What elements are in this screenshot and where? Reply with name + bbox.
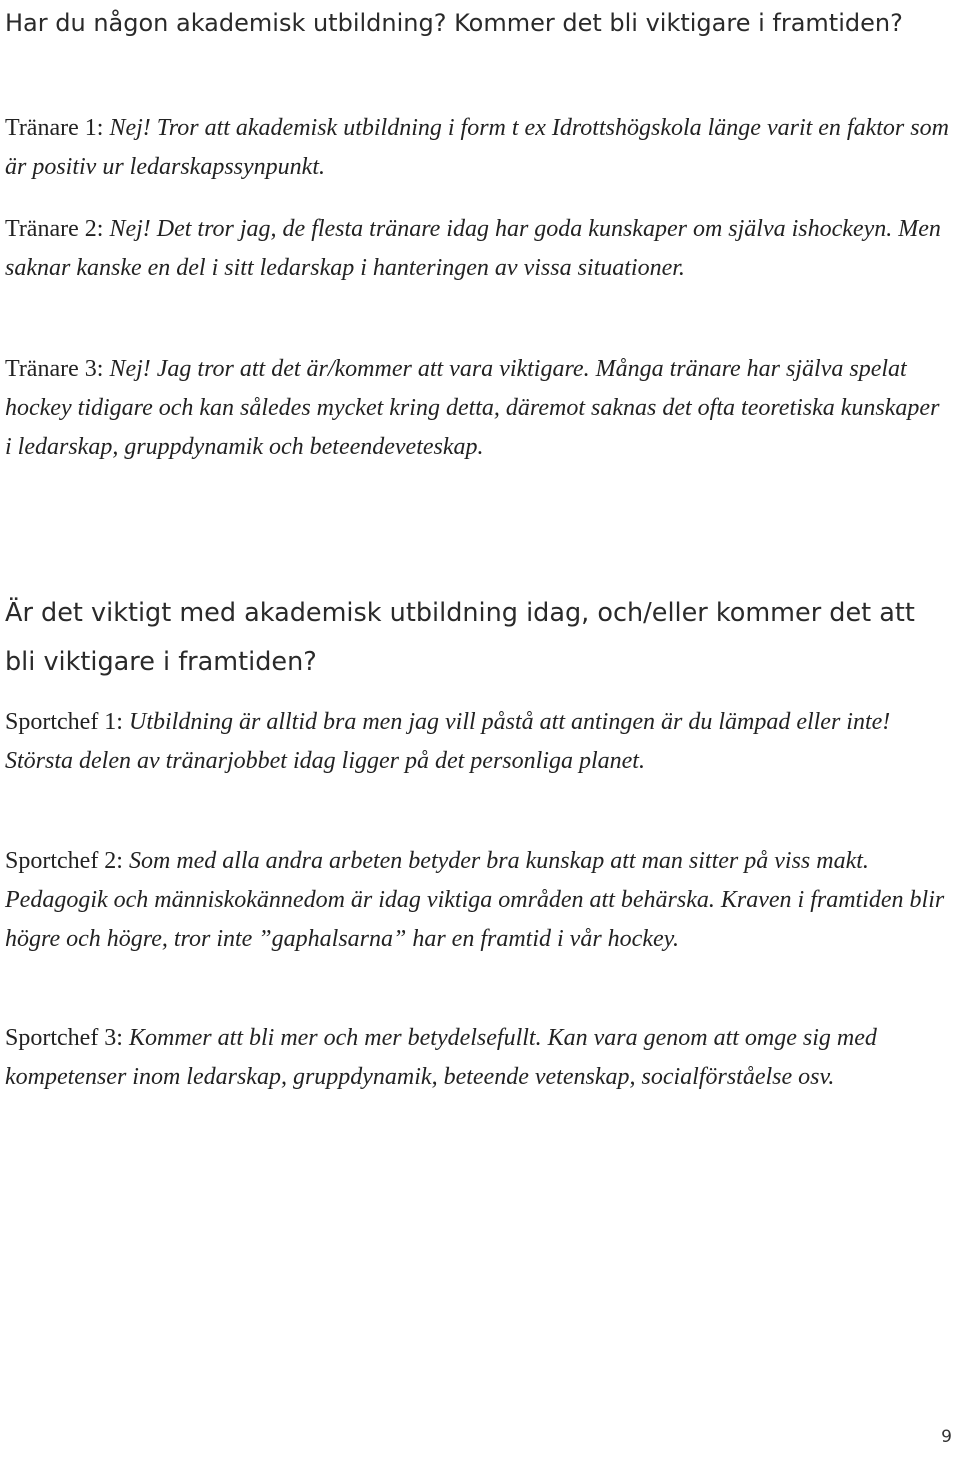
answer-text: Nej! Tror att akademisk utbildning i form t ex Idrottshögskola länge varit en faktor som är positiv ur ledarskapssynpunkt. [5, 115, 949, 180]
section2-question: Är det viktigt med akademisk utbildning idag, och/eller kommer det att bli viktigare i framtiden? [5, 598, 915, 677]
answer-sportchef-3 [5, 1019, 950, 1097]
answer-speaker: Tränare 2: [5, 216, 104, 242]
answer-speaker: Sportchef 1: [5, 709, 123, 735]
answer-text: Nej! Det tror jag, de flesta tränare idag har goda kunskaper om själva ishockeyn. Men saknar kanske en del i sitt ledarskap i hanteringen av vissa situationer. [5, 216, 941, 281]
answer-tranare-2 [5, 210, 950, 288]
section1-question: Har du någon akademisk utbildning? Kommer det bli viktigare i framtiden? [5, 9, 903, 37]
page-number: 9 [941, 1427, 952, 1447]
answer-tranare-1 [5, 109, 950, 187]
answer-sportchef-2 [5, 842, 950, 959]
answer-text: Nej! Jag tror att det är/kommer att vara viktigare. Många tränare har själva spelat hockey tidigare och kan således mycket kring detta, däremot saknas det ofta teoretiska kunskaper i ledarskap, gruppdynamik och beteendeveteskap. [5, 356, 940, 460]
answer-tranare-3 [5, 350, 950, 467]
answer-speaker: Sportchef 2: [5, 848, 123, 874]
answer-text: Som med alla andra arbeten betyder bra kunskap att man sitter på viss makt. Pedagogik och människokännedom är idag viktiga områden att behärska. Kraven i framtiden blir högre och högre, tror inte ”gaphalsarna” har en framtid i vår hockey. [5, 848, 945, 952]
answer-text: Utbildning är alltid bra men jag vill påstå att antingen är du lämpad eller inte! Största delen av tränarjobbet idag ligger på det personliga planet. [5, 709, 891, 774]
answer-text: Kommer att bli mer och mer betydelsefullt. Kan vara genom att omge sig med kompetenser inom ledarskap, gruppdynamik, beteende vetenskap, socialförståelse osv. [5, 1025, 877, 1090]
answer-speaker: Tränare 1: [5, 115, 104, 141]
answer-speaker: Tränare 3: [5, 356, 104, 382]
answer-speaker: Sportchef 3: [5, 1025, 123, 1051]
answer-sportchef-1 [5, 703, 950, 781]
